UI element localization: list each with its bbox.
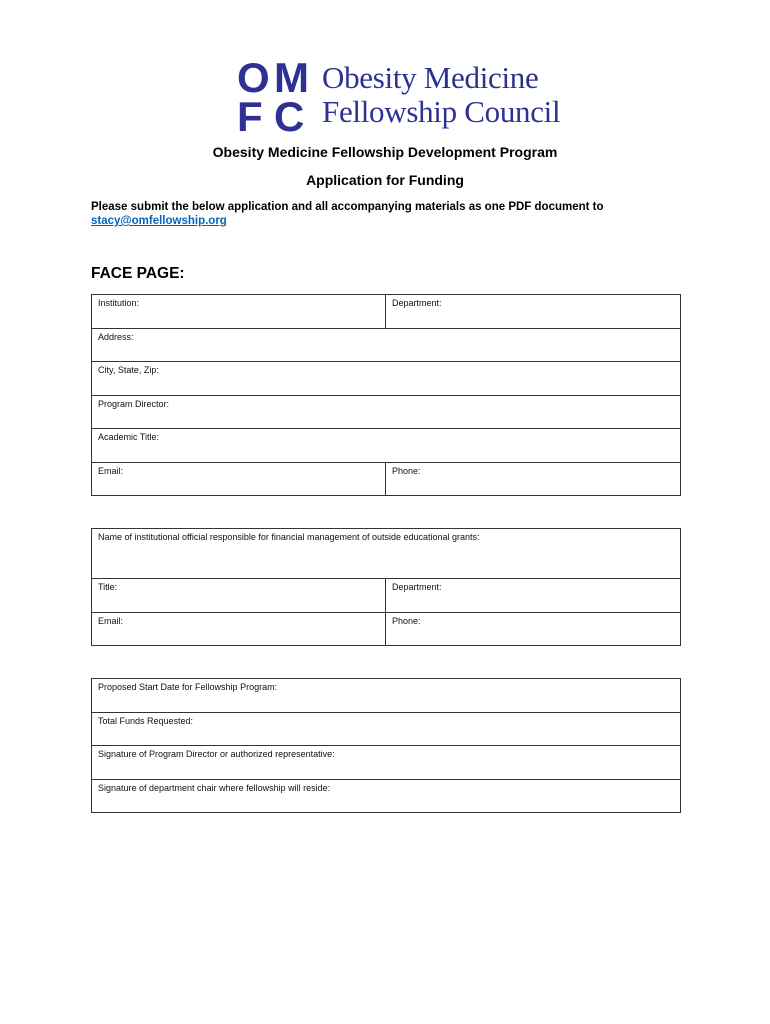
logo-letter-c: C xyxy=(274,93,305,133)
program-director-field[interactable]: Program Director: xyxy=(92,396,681,429)
address-field[interactable]: Address: xyxy=(92,329,681,362)
logo-wordmark xyxy=(322,61,560,129)
logo-letter-f: F xyxy=(237,93,263,133)
city-state-zip-field[interactable]: City, State, Zip: xyxy=(92,362,681,396)
financial-official-table xyxy=(91,528,681,646)
official-phone-field[interactable]: Phone: xyxy=(386,613,681,646)
financial-official-field[interactable]: Name of institutional official responsible for financial management of outside educational grants: xyxy=(92,529,681,579)
email-link[interactable]: stacy@omfellowship.org xyxy=(91,215,227,227)
omfc-logo-mark xyxy=(236,57,314,133)
phone-field[interactable]: Phone: xyxy=(386,463,681,496)
page-subtitle: Application for Funding xyxy=(306,172,464,188)
chair-signature-field[interactable]: Signature of department chair where fellowship will reside: xyxy=(92,780,681,813)
official-title-field[interactable]: Title: xyxy=(92,579,386,613)
instructions xyxy=(91,200,691,228)
start-date-field[interactable]: Proposed Start Date for Fellowship Program: xyxy=(92,679,681,713)
email-field[interactable]: Email: xyxy=(92,463,386,496)
logo-letter-m: M xyxy=(274,57,309,101)
section-heading: FACE PAGE: xyxy=(91,265,185,282)
logo-letter-o: O xyxy=(237,57,270,101)
logo-line-1: Obesity Medicine xyxy=(322,60,539,95)
institution-field[interactable]: Institution: xyxy=(92,295,386,329)
official-department-field[interactable]: Department: xyxy=(386,579,681,613)
instructions-text: Please submit the below application and all accompanying materials as one PDF document to xyxy=(91,201,604,213)
official-email-field[interactable]: Email: xyxy=(92,613,386,646)
total-funds-field[interactable]: Total Funds Requested: xyxy=(92,713,681,746)
department-field[interactable]: Department: xyxy=(386,295,681,329)
director-signature-field[interactable]: Signature of Program Director or authorized representative: xyxy=(92,746,681,780)
academic-title-field[interactable]: Academic Title: xyxy=(92,429,681,463)
page-title: Obesity Medicine Fellowship Development Program xyxy=(212,144,558,160)
logo-line-2: Fellowship Council xyxy=(322,94,561,129)
contact-info-table xyxy=(91,294,681,496)
omfc-logo xyxy=(236,57,561,133)
funding-signature-table xyxy=(91,678,681,813)
